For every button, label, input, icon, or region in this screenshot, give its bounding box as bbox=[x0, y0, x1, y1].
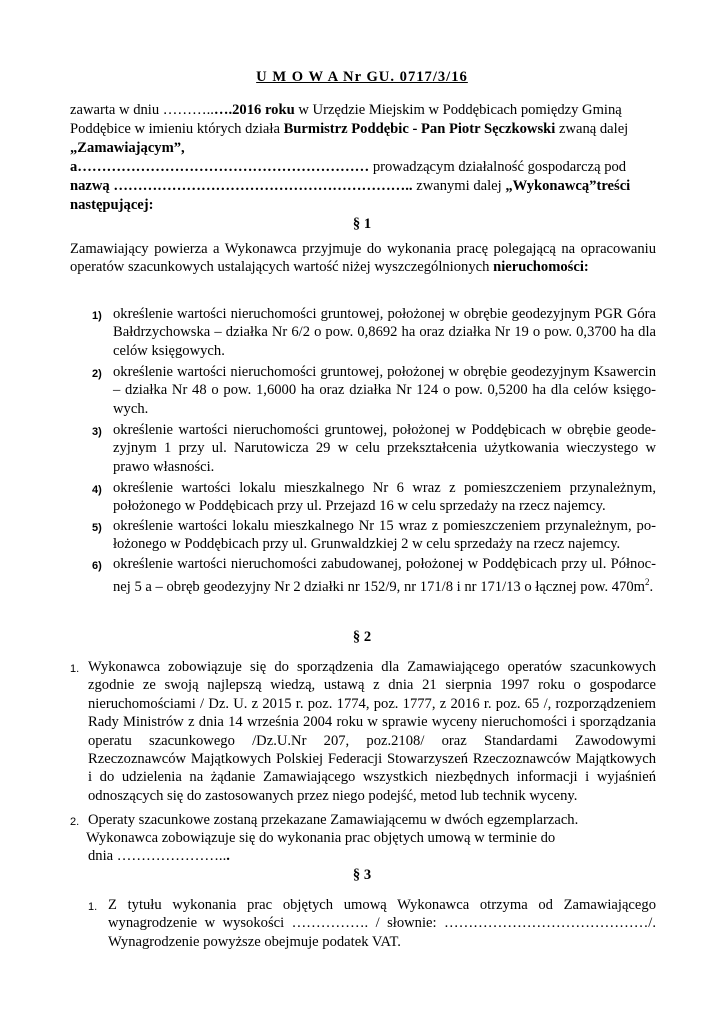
section-3-sign: § 3 bbox=[352, 867, 372, 883]
preamble-text: zwaną dalej bbox=[555, 121, 629, 137]
date-placeholder: zawarta w dniu ……….. bbox=[70, 102, 214, 118]
list-item-number: 2) bbox=[92, 368, 102, 380]
list-item: określenie wartości nieruchomości gruntowej, położonej w obrębie geodezyjnym Ksawercin – działka Nr 48 o pow. 1,6000 ha oraz działka Nr 124 o pow. 0,5200 ha dla celów księgowych. bbox=[113, 364, 656, 417]
s2-deadline-text: Wykonawca zobowiązuje się do wykonania prac objętych umową w terminie do bbox=[86, 830, 556, 846]
list-item: określenie wartości lokalu mieszkalnego Nr 15 wraz z pomieszczeniem przynależnym, położonego w Poddębicach przy ul. Grunwaldzkiej 2 w celu sprzedaży na rzecz najemcy. bbox=[113, 518, 656, 553]
preamble-closing: następującej: bbox=[70, 197, 154, 213]
s2-deadline-date bbox=[88, 847, 230, 865]
preamble-line-6 bbox=[70, 196, 154, 214]
preamble-line-1 bbox=[70, 101, 656, 119]
preamble-text: w Urzędzie Miejskim w Poddębicach pomiędzy Gminą bbox=[294, 102, 622, 118]
preamble-line-3 bbox=[70, 139, 185, 157]
section-1-intro-bold: nieruchomości: bbox=[493, 259, 589, 276]
section-1-sign: § 1 bbox=[352, 216, 372, 232]
s2-item-1-text: Wykonawca zobowiązuje się do sporządzenia dla Zamawiającego operatów szacunkowych zgodnie ze swoją najlepszą wiedzą, ustawą z dnia 21 sierpnia 1997 roku o gospodarce nieruchomościami / Dz. U. z 2015 r. poz. 1774, poz. 1777, z 2016 r. poz. 65 /, rozporządzeniem Rady Ministrów z dnia 14 września 2004 roku w sprawie wyceny nieruchomości i sporządzania operatu szacunkowego /Dz.U.Nr 207, poz.2108/ oraz Standardami Zawodowymi Rzeczoznawców Majątkowych Polskiej Federacji Stowarzyszeń Rzeczoznawców Majątkowych i do udzielenia na żądanie Zamawiającego wszystkich niezbędnych informacji i wyjaśnień odnoszących się do zastosowanych przez niego podejść, metod lub technik wyceny. bbox=[88, 659, 656, 804]
preamble-line-5 bbox=[70, 177, 630, 195]
list-item-number: 3) bbox=[92, 426, 102, 438]
s2-item-number-1: 1. bbox=[70, 663, 80, 675]
mayor-name: Burmistrz Poddębic - Pan Piotr Sęczkowski bbox=[283, 121, 556, 137]
section-2-sign: § 2 bbox=[352, 629, 372, 645]
list-item: określenie wartości nieruchomości gruntowej, położonej w Poddębicach w obrębie geodezyjnym 1 przy ul. Narutowicza 29 w celu przekształcenia użytkowania wieczystego w prawo własności. bbox=[113, 422, 656, 475]
preamble-text: Poddębice w imieniu których działa bbox=[70, 121, 284, 137]
superscript: 2 bbox=[645, 577, 650, 588]
list-item-number: 4) bbox=[92, 484, 102, 496]
preamble-line-2 bbox=[70, 120, 628, 138]
list-item: określenie wartości nieruchomości zabudowanej, położonej w Poddębicach przy ul. Północnej 5 a – obręb geodezyjny Nr 2 działki nr 152/9, nr 171/8 i nr 171/13 o łącznej pow. $470m^2$. bbox=[113, 556, 656, 596]
s2-item-2-text: Operaty szacunkowe zostaną przekazane Zamawiającemu w dwóch egzemplarzach. bbox=[88, 812, 579, 828]
date-year: ….2016 roku bbox=[213, 102, 295, 118]
s3-item-number-1: 1. bbox=[88, 901, 98, 913]
deadline-placeholder: dnia ………………….. bbox=[88, 848, 227, 864]
list-item-number: 5) bbox=[92, 522, 102, 534]
s3-item-1-text: Z tytułu wykonania prac objętych umową Wykonawca otrzyma od Zamawiającego wynagrodzenie w wysokości ……………. / słownie: ……………………………………/. Wynagrodzenie powyższe obejmuje podatek VAT. bbox=[108, 897, 656, 950]
deadline-dot: . bbox=[226, 848, 230, 864]
list-item: określenie wartości lokalu mieszkalnego Nr 6 wraz z pomieszczeniem przynależnym, położonego w Poddębicach przy ul. Przejazd 16 w celu sprzedaży na rzecz najemcy. bbox=[113, 480, 656, 515]
contract-title: U M O W A Nr GU. 0717/3/16 bbox=[256, 69, 468, 85]
party-wykonawca: „Wykonawcą”treści bbox=[505, 178, 631, 194]
company-name-placeholder: nazwą …………………………………………………….. bbox=[70, 178, 413, 194]
contractor-placeholder: a…………………………………………………… bbox=[70, 159, 370, 175]
list-item-number: 1) bbox=[92, 310, 102, 322]
list-item-number: 6) bbox=[92, 560, 102, 572]
list-item: określenie wartości nieruchomości gruntowej, położonej w obrębie geodezyjnym PGR Góra Bałdrzychowska – działka Nr 6/2 o pow. 0,8692 ha oraz działka Nr 19 o pow. 0,3700 ha dla celów księgowych. bbox=[113, 306, 656, 359]
preamble-line-4 bbox=[70, 158, 626, 176]
preamble-text: zwanymi dalej bbox=[412, 178, 506, 194]
section-1-intro-text: Zamawiający powierza a Wykonawca przyjmuje do wykonania pracę polegającą na opracowaniu operatów szacunkowych ustalających wartość niżej wyszczególnionych bbox=[70, 241, 656, 276]
preamble-text: prowadzącym działalność gospodarczą pod bbox=[369, 159, 627, 175]
s2-item-number-2: 2. bbox=[70, 816, 80, 828]
section-1-intro bbox=[70, 240, 656, 277]
party-zamawiajacy: „Zamawiającym”, bbox=[70, 140, 185, 156]
